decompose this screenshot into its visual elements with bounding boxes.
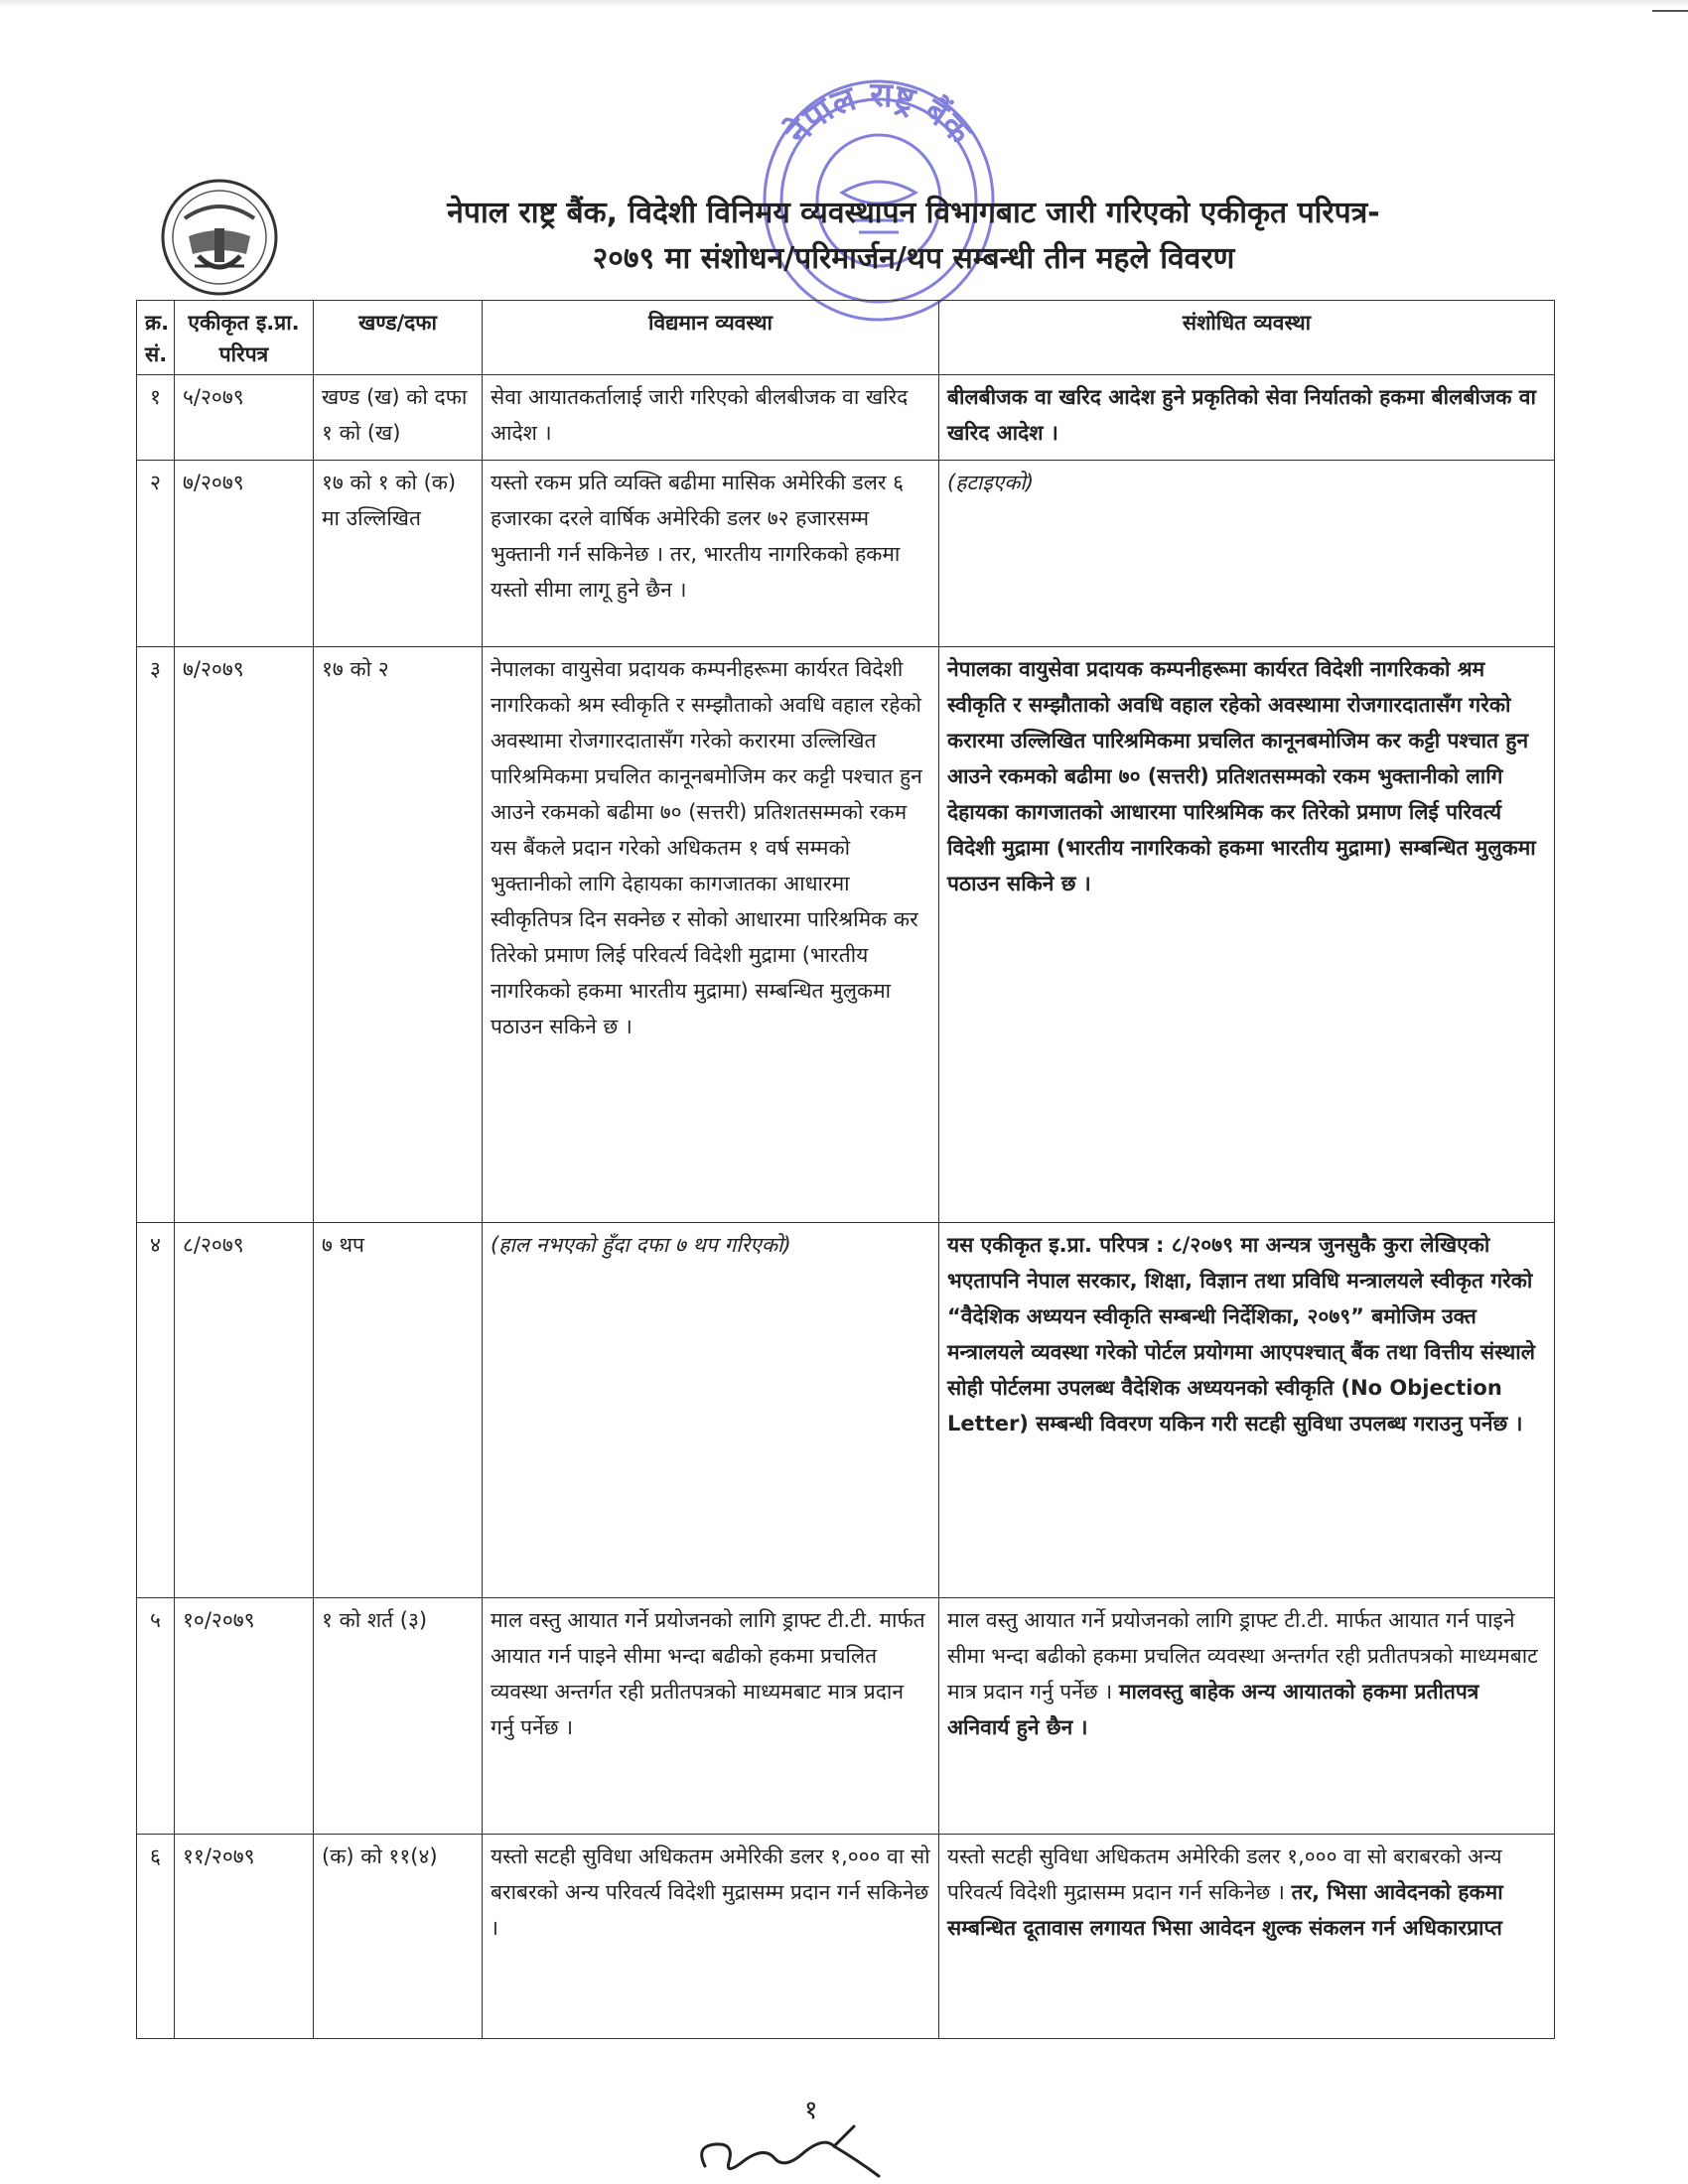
circular-cell: ७/२०७९ — [175, 461, 314, 647]
circular-cell: ७/२०७९ — [175, 647, 314, 1223]
existing-provision-cell: माल वस्तु आयात गर्ने प्रयोजनको लागि ड्राफ्ट टी.टी. मार्फत आयात गर्न पाइने सीमा भन्दा बढीको हकमा प्रचलित व्यवस्था अन्तर्गत रही प्रतीतपत्रको माध्यमबाट मात्र प्रदान गर्नु पर्नेछ । — [483, 1598, 939, 1835]
serial-number-cell: ४ — [137, 1223, 175, 1598]
revised-text-bold: मालवस्तु बाहेक अन्य आयातको हकमा प्रतीतपत्र अनिवार्य हुने छैन । — [947, 1680, 1479, 1739]
clause-cell: (क) को ११(४) — [314, 1835, 483, 2039]
serial-number-cell: ५ — [137, 1598, 175, 1835]
clause-cell: १ को शर्त (३) — [314, 1598, 483, 1835]
revised-text-plain: माल वस्तु आयात गर्ने प्रयोजनको लागि ड्राफ्ट टी.टी. मार्फत आयात गर्न पाइने सीमा भन्दा बढीको हकमा प्रचलित व्यवस्था अन्तर्गत रही प्रतीतपत्रको माध्यमबाट मात्र प्रदान गर्नु पर्नेछ । — [947, 1608, 1538, 1704]
revised-provision-cell — [939, 461, 1555, 647]
header-serial-number: क्र. सं. — [137, 301, 175, 375]
serial-number-cell: १ — [137, 375, 175, 461]
clause-cell: १७ को १ को (क) मा उल्लिखित — [314, 461, 483, 647]
existing-provision-cell: यस्तो रकम प्रति व्यक्ति बढीमा मासिक अमेरिकी डलर ६ हजारका दरले वार्षिक अमेरिकी डलर ७२ हजारसम्म भुक्तानी गर्न सकिनेछ । तर, भारतीय नागरिकको हकमा यस्तो सीमा लागू हुने छैन । — [483, 461, 939, 647]
serial-number-cell: ६ — [137, 1835, 175, 2039]
svg-text:नेपाल राष्ट्र बैंक: नेपाल राष्ट्र बैंक — [777, 74, 980, 153]
circular-cell: १०/२०७९ — [175, 1598, 314, 1835]
amendment-table — [136, 300, 1555, 2039]
existing-provision-cell: यस्तो सटही सुविधा अधिकतम अमेरिकी डलर १,००० वा सो बराबरको अन्य परिवर्त्य विदेशी मुद्रासम्म प्रदान गर्न सकिनेछ । — [483, 1835, 939, 2039]
circular-cell: ११/२०७९ — [175, 1835, 314, 2039]
header-circular: एकीकृत इ.प्रा. परिपत्र — [175, 301, 314, 375]
table-row — [137, 647, 1555, 1223]
clause-cell: खण्ड (ख) को दफा १ को (ख) — [314, 375, 483, 461]
nrb-emblem-logo — [159, 177, 280, 298]
header-existing-provision: विद्यमान व्यवस्था — [483, 301, 939, 375]
clause-cell: ७ थप — [314, 1223, 483, 1598]
table-header-row — [137, 301, 1555, 375]
title-line-1: नेपाल राष्ट्र बैंक, विदेशी विनिमय व्यवस्थापन विभागबाट जारी गरिएको एकीकृत परिपत्र- — [447, 196, 1380, 230]
document-title — [328, 191, 1499, 282]
serial-number-cell: ३ — [137, 647, 175, 1223]
header-clause: खण्ड/दफा — [314, 301, 483, 375]
table-row — [137, 1223, 1555, 1598]
circular-cell: ५/२०७९ — [175, 375, 314, 461]
scan-edge — [0, 0, 1688, 8]
table-row — [137, 375, 1555, 461]
revised-text-plain: यस्तो सटही सुविधा अधिकतम अमेरिकी डलर १,००० वा सो बराबरको अन्य परिवर्त्य विदेशी मुद्रासम्म प्रदान गर्न सकिनेछ । — [947, 1844, 1502, 1904]
table-row — [137, 461, 1555, 647]
revised-provision-cell — [939, 1598, 1555, 1835]
revised-provision-cell — [939, 1835, 1555, 2039]
existing-provision-cell: नेपालका वायुसेवा प्रदायक कम्पनीहरूमा कार्यरत विदेशी नागरिकको श्रम स्वीकृति र सम्झौताको अवधि वहाल रहेको अवस्थामा रोजगारदातासँग गरेको करारमा उल्लिखित पारिश्रमिकमा प्रचलित कानूनबमोजिम कर कट्टी पश्चात हुन आउने रकमको बढीमा ७० (सत्तरी) प्रतिशतसम्मको रकम यस बैंकले प्रदान गरेको अधिकतम १ वर्ष सम्मको भुक्तानीको लागि देहायका कागजातका आधारमा स्वीकृतिपत्र दिन सक्नेछ र सोको आधारमा पारिश्रमिक कर तिरेको प्रमाण लिई परिवर्त्य विदेशी मुद्रामा (भारतीय नागरिकको हकमा भारतीय मुद्रामा) सम्बन्धित मुलुकमा पठाउन सकिने छ । — [483, 647, 939, 1223]
revised-text-bold: तर, भिसा आवेदनको हकमा सम्बन्धित दूतावास लगायत भिसा आवेदन शुल्क संकलन गर्न अधिकारप्राप्त — [947, 1880, 1503, 1940]
clause-cell: १७ को २ — [314, 647, 483, 1223]
table-row — [137, 1835, 1555, 2039]
addition-note: (हाल नभएको हुँदा दफा ७ थप गरिएको) — [491, 1233, 791, 1257]
existing-provision-cell: सेवा आयातकर्तालाई जारी गरिएको बीलबीजक वा खरिद आदेश । — [483, 375, 939, 461]
scan-corner-mark — [1652, 10, 1688, 12]
title-line-2: २०७९ मा संशोधन/परिमार्जन/थप सम्बन्धी तीन महले विवरण — [592, 241, 1235, 276]
circular-cell: ८/२०७९ — [175, 1223, 314, 1598]
revised-provision-cell: नेपालका वायुसेवा प्रदायक कम्पनीहरूमा कार्यरत विदेशी नागरिकको श्रम स्वीकृति र सम्झौताको अवधि वहाल रहेको अवस्थामा रोजगारदातासँग गरेको करारमा उल्लिखित पारिश्रमिकमा प्रचलित कानूनबमोजिम कर कट्टी पश्चात हुन आउने रकमको बढीमा ७० (सत्तरी) प्रतिशतसम्मको रकम भुक्तानीको लागि देहायका कागजातको आधारमा पारिश्रमिक कर तिरेको प्रमाण लिई परिवर्त्य विदेशी मुद्रामा (भारतीय नागरिकको हकमा भारतीय मुद्रामा) सम्बन्धित मुलुकमा पठाउन सकिने छ । — [939, 647, 1555, 1223]
removed-note: (हटाइएको) — [947, 471, 1035, 494]
serial-number-cell: २ — [137, 461, 175, 647]
table-row — [137, 1598, 1555, 1835]
existing-provision-cell — [483, 1223, 939, 1598]
revised-provision-cell: यस एकीकृत इ.प्रा. परिपत्र : ८/२०७९ मा अन्यत्र जुनसुकै कुरा लेखिएको भएतापनि नेपाल सरकार, शिक्षा, विज्ञान तथा प्रविधि मन्त्रालयले स्वीकृत गरेको “वैदेशिक अध्ययन स्वीकृति सम्बन्धी निर्देशिका, २०७९” बमोजिम उक्त मन्त्रालयले व्यवस्था गरेको पोर्टल प्रयोगमा आएपश्चात् बैंक तथा वित्तीय संस्थाले सोही पोर्टलमा उपलब्ध वैदेशिक अध्ययनको स्वीकृति (No Objection Letter) सम्बन्धी विवरण यकिन गरी सटही सुविधा उपलब्ध गराउनु पर्नेछ । — [939, 1223, 1555, 1598]
header-revised-provision: संशोधित व्यवस्था — [939, 301, 1555, 375]
revised-provision-cell: बीलबीजक वा खरिद आदेश हुने प्रकृतिको सेवा निर्यातको हकमा बीलबीजक वा खरिद आदेश । — [939, 375, 1555, 461]
handwritten-signature — [685, 2116, 894, 2184]
page-number: १ — [804, 2096, 818, 2125]
